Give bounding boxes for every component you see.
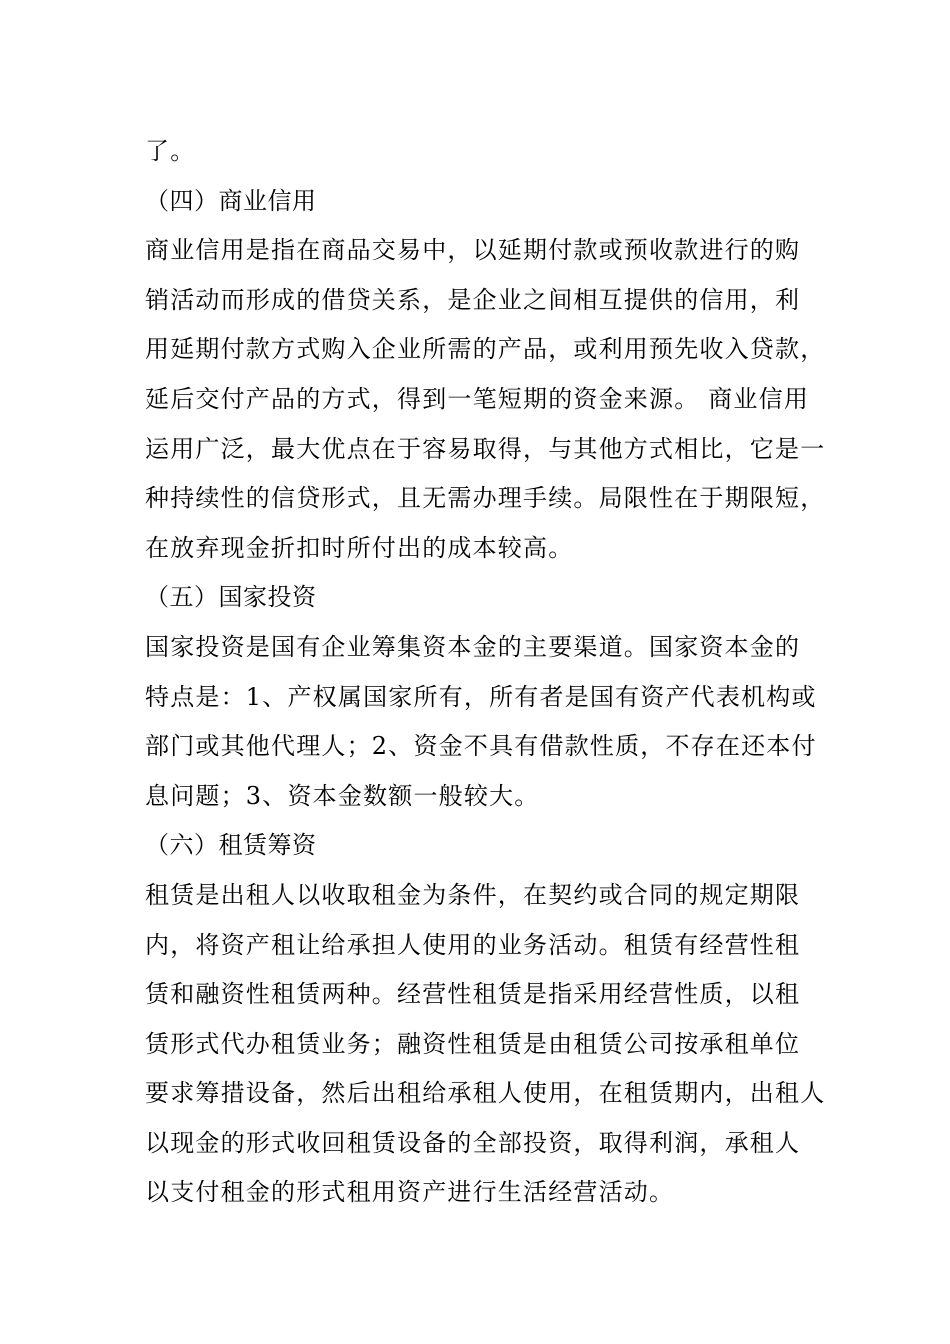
paragraph-line: 运用广泛，最大优点在于容易取得，与其他方式相比，它是一: [145, 434, 826, 463]
paragraph-line: 在放弃现金折扣时所付出的成本较高。: [145, 533, 574, 562]
paragraph-line: 商业信用是指在商品交易中，以延期付款或预收款进行的购: [145, 236, 801, 265]
paragraph-line: 延后交付产品的方式，得到一笔短期的资金来源。 商业信用: [145, 384, 810, 413]
paragraph-line: 了。: [145, 137, 196, 165]
section-heading-commercial-credit: （四）商业信用: [145, 186, 317, 215]
paragraph-line: 销活动而形成的借贷关系，是企业之间相互提供的信用，利: [145, 285, 801, 314]
paragraph-line: 以支付租金的形式租用资产进行生活经营活动。: [145, 1178, 675, 1207]
paragraph-line: 租赁是出租人以收取租金为条件，在契约或合同的规定期限: [145, 880, 801, 909]
paragraph-line: 特点是：1、产权属国家所有，所有者是国有资产代表机构或: [145, 682, 817, 711]
paragraph-line: 要求筹措设备，然后出租给承租人使用，在租赁期内，出租人: [145, 1079, 826, 1108]
section-heading-lease-financing: （六）租赁筹资: [145, 831, 317, 860]
paragraph-line: 赁和融资性租赁两种。经营性租赁是指采用经营性质，以租: [145, 980, 801, 1009]
paragraph-line: 内，将资产租让给承担人使用的业务活动。租赁有经营性租: [145, 930, 801, 959]
paragraph-line: 以现金的形式收回租赁设备的全部投资，取得利润，承租人: [145, 1128, 801, 1157]
paragraph-line: 息问题；3、资本金数额一般较大。: [145, 781, 540, 810]
paragraph-line: 用延期付款方式购入企业所需的产品，或利用预先收入贷款，: [145, 335, 826, 364]
paragraph-line: 赁形式代办租赁业务；融资性租赁是由租赁公司按承租单位: [145, 1029, 801, 1058]
paragraph-line: 部门或其他代理人；2、资金不具有借款性质，不存在还本付: [145, 732, 817, 761]
paragraph-line: 国家投资是国有企业筹集资本金的主要渠道。国家资本金的: [145, 632, 801, 661]
paragraph-line: 种持续性的信贷形式，且无需办理手续。局限性在于期限短，: [145, 484, 826, 513]
section-heading-state-investment: （五）国家投资: [145, 583, 317, 612]
document-body: [145, 127, 826, 1218]
